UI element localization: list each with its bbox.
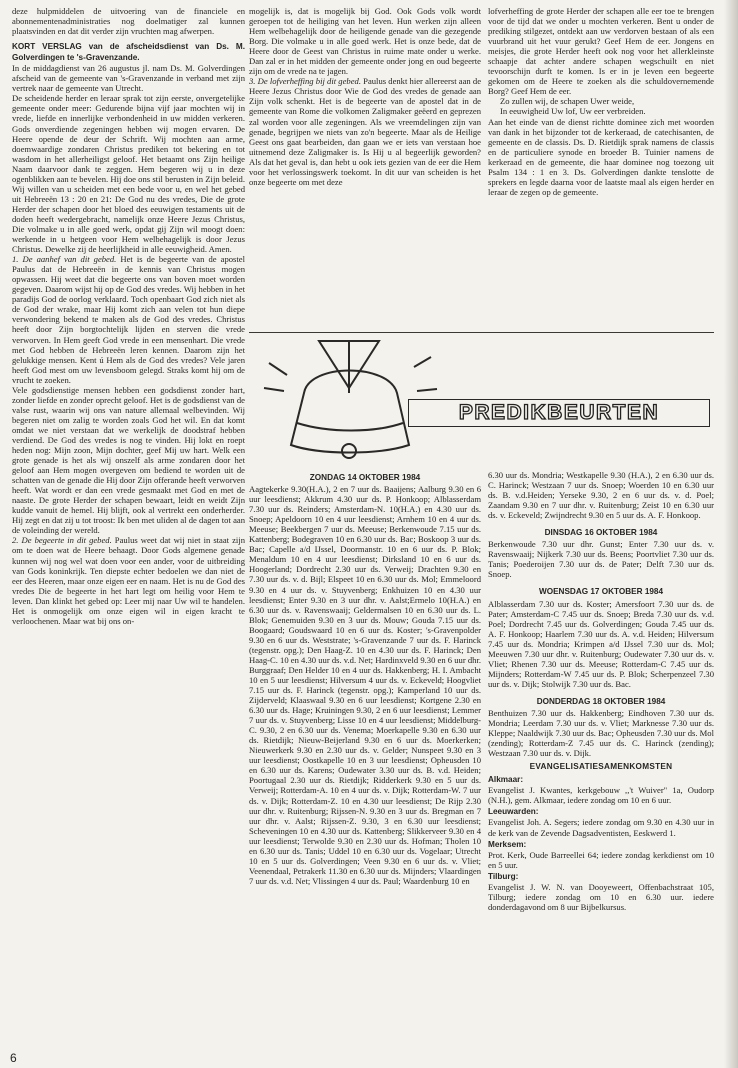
report-paragraph: Aan het einde van de dienst richtte dominee zich met woorden van dank in het bijzonder tot de kerkeraad, de catechisanten, de gemeente en de classis. Ds. D. Rietdijk sprak namens de classis en de particuliere synode en broeder B. Tuinier namens de kerkeraad en de gemeente, die haar dominee nog toezong uit Psalm 134 : 1 en 3. Ds. Golverdingen dankte tenslotte de sprekers en legde daarna voor de laatste maal als eigen herder en leraar de zegen op de gemeente. — [488, 116, 714, 197]
report-point-1: 1. De aanhef van dit gebed. Het is de begeerte van de apostel Paulus dat de Hebreeën in de kennis van Christus mogen opwassen. Hij weet dat die begeerte ons van boven moet worden gegeven. Daarom wijst hij op de God des vredes. Wij hebben in het paradijs God de oorlog verklaard. Toch openbaart God zich niet als de God der wrake, maar Hij komt zich aan velen tot hun diepe verwondering bekend te maken als de God des vredes. Christus heeft door Zijn borgtochtelijk lijden en sterven die vrede verworven. In Hem geeft God vrede in een mensenhart. Die vrede met God hebben de Hebreeën leren kennen. Daarom zijn het gelukkige mensen. Kent ú Hem als de God des vredes? Vele jaren heeft God mest om uw levensboom gelegd. Straks komt hij om de vrucht te zoeken. — [12, 254, 245, 385]
psalm-line-1: Zo zullen wij, de schapen Uwer weide, — [500, 96, 635, 107]
tuesday-heading: DINSDAG 16 OKTOBER 1984 — [544, 528, 658, 538]
report-paragraph: lofverheffing de grote Herder der schapen alle eer toe te brengen voor de tijd dat we onder u mochten verkeren. Bent u onder de prediking stilgezet, ontdekt aan uw verdorven bestaan of als een vuurbrand uit het vuur gerukt? Geef Hem de eer. Jongens en meisjes, die grote Herder heeft ook nog voor het allerkleinste schaapje dat achter andere schapen wegschuilt en niet tevoorschijn durft te komen. Is er in je leven een begeerte gekomen om de Heere te zoeken als die schuldovernemende Borg? Geef Hem de eer. — [488, 6, 714, 97]
column-middle-top — [249, 6, 481, 187]
evangelisation-place: Alkmaar: — [488, 775, 524, 785]
evangelisation-list — [488, 775, 714, 912]
sermon-schedule-left — [249, 470, 481, 886]
evangelisation-place: Merksem: — [488, 839, 527, 849]
sermon-schedule-right — [488, 470, 714, 912]
sunday-listing-continued: 6.30 uur ds. Mondria; Westkapelle 9.30 (H.A.), 2 en 6.30 uur ds. C. Harinck; Westzaan 7 uur ds. Snoep; Woerden 10 en 6.30 uur ds. B. v.d.Heiden; Yerseke 9.30, 2 en 6 uur ds. v. d. Poel; Zaandam 9.30 en 7 uur dhr. v. Ruitenburg; Zeist 10 en 6.30 uur ds. v. Eckeveld; Zwijndrecht 9.30 en 5 uur ds. A. F. Honkoop. — [488, 470, 714, 521]
thursday-listing: Benthuizen 7.30 uur ds. Hakkenberg; Eindhoven 7.30 uur ds. Mondria; Leerdam 7.30 uur ds. v. Vliet; Marknesse 7.30 uur ds. Kleppe; Naaldwijk 7.30 uur ds. Bac; Opheusden 7.30 uur ds. Mol (zending); Rotterdam-Z 7.45 uur ds. C. Harinck (zending); Westzaan 7.30 uur ds. v. Dijk. — [488, 707, 714, 759]
evangelisation-text: Evangelist J. W. N. van Dooyeweert, Offenbachstraat 105, Tilburg; iedere zondag om 10 en 6.30 uur. iedere donderdagavond om 8 uur Bijbelkursus. — [488, 881, 714, 912]
evangelisation-text: Prot. Kerk, Oude Barreellei 64; iedere zondag kerkdienst om 10 en 5 uur. — [488, 849, 714, 870]
psalm-line-2: In eeuwigheid Uw lof, Uw eer verbreiden. — [500, 106, 646, 117]
report-heading: KORT VERSLAG van de afscheidsdienst van Ds. M. Golverdingen te 's-Gravenzande. — [12, 42, 245, 63]
report-paragraph: mogelijk is, dat is mogelijk bij God. Ook Gods volk wordt geroepen tot de heiliging van het leven. Hun werken zijn alleen Hem welbehagelijk door de heiligende genade van die gezegende Borg. Die volmake u in alle goed werk. Het is onze bede, dat de Heere door de Geest van Christus in ruime mate onder u werke. Dan zal er in het midden der gemeente onder jong en oud begeerte zijn om de vrede na te jagen. — [249, 6, 481, 77]
report-paragraph: In de middagdienst van 26 augustus jl. nam Ds. M. Golverdingen afscheid van de gemeente van 's-Gravenzande in verband met zijn vertrek naar de gemeente van Utrecht. — [12, 63, 245, 94]
predikbeurten-title: PREDIKBEURTEN — [408, 399, 710, 427]
report-paragraph: Vele godsdienstige mensen hebben een godsdienst zonder hart, zonder liefde en zonder oprecht geloof. Het is de godsdienst van de valse rust, waarin wij ons van nature allemaal welbevinden. Wij begeren niet om zalig te worden zoals God het wil. En dat komt omdat we niet verstaan dat we werkelijk de doodstraf hebben verdiend. De God des vredes is nog te vinden. Hij lokt en roept heden nog: Mijn zoon, Mijn dochter, geef Mij uw hart. Welk een grote genade is het als wij onszelf als arme zondaren door het geloof aan Hem mogen overgeven om bediend te worden uit de schatten van de genade die Hij door Zijn offerande heeft verworven heeft. Wat wordt er dan een vrede gesmaakt met God en met de naaste. De grote Herder der schapen bewaart, leidt en weidt Zijn kudde vanuit de hemel. Hij blijft, ook al vertrekt een onderherder. Hij zegt en dat zij u tot troost: Ik ben met uliden al de dagen tot aan de voleinding der wereld. — [12, 384, 245, 536]
evangelisation-place: Leeuwarden: — [488, 807, 539, 817]
sunday-heading: ZONDAG 14 OKTOBER 1984 — [309, 473, 421, 482]
wednesday-heading: WOENSDAG 17 OKTOBER 1984 — [538, 587, 664, 597]
wednesday-listing: Alblasserdam 7.30 uur ds. Koster; Amersfoort 7.30 uur ds. de Pater; Amsterdam-C 7.45 uur ds. Snoep; Breda 7.30 uur ds. v.d. Poel; Dordrecht 7.45 uur ds. Golverdingen; Gouda 7.45 uur ds. A. F. Honkoop; Haarlem 7.30 uur ds. A. v.d. Heiden; Hilversum 7.45 uur ds. Mondria; Krimpen a/d IJssel 7.30 uur ds. Mol; Meeuwen 7.30 uur dhr. v. Ruitenburg; Oudewater 7.30 uur ds. v. Vliet; Rhenen 7.30 uur ds. Meeuse; Rotterdam-C 7.45 uur ds. Mijnders; Rotterdam-W 7.45 uur ds. P. Blok; Scherpenzeel 7.30 uur ds. v. Dijk; Stolwijk 7.30 uur ds. Bac. — [488, 598, 714, 689]
evangelisation-heading: EVANGELISATIESAMENKOMSTEN — [529, 762, 673, 772]
evangelisation-text: Evangelist J. Kwantes, kerkgebouw ,,'t Wuiver" 1a, Oudorp (N.H.), gem. Alkmaar, iedere zondag om 10 en 6 uur. — [488, 785, 714, 806]
tuesday-listing: Berkenwoude 7.30 uur dhr. Gunst; Enter 7.30 uur ds. v. Ravenswaaij; Nijkerk 7.30 uur ds. Beens; Poortvliet 7.30 uur ds. Tanis; Poederoijen 7.30 uur ds. de Pater; Delft 7.30 uur ds. Snoep. — [488, 539, 714, 580]
bell-illustration — [249, 333, 714, 461]
report-paragraph: De scheidende herder en leraar sprak tot zijn eerste, onvergetelijke gemeente onder meer: Gedurende bijna vijf jaar mochten wij in vrede, liefde en innerlijke verbondenheid in uw midden verkeren. Gods onverdiende zegeningen hebben wij mogen ervaren. De Heere opende de deur der Schrift. Wij mochten aan arme, doemwaardige zondaren Christus prediken tot bekering en tot wasdom in het allerheiligst geloof. Het betaamt ons Zijn heilige Naam daarvoor dank te zeggen. Hem begeren wij u in deze ogenblikken aan te bevelen. Hij doe ons stil berusten in Zijn beleid. Wij willen van u scheiden met een bede voor u, en wel het gebed uit Hebreeën 13 : 20 en 21: De God nu des vredes, Die de grote Herder der schapen door het bloed des eeuwigen testaments uit de doden heeft wedergebracht, namelijk onze Heere Jezus Christus, Die volmake u in alle goed werk, opdat gij Zijn wil moogt doen: werkende in u hetgeen voor Hem welbehagelijk is door Jezus Christus. Dewelke zij de heerlijkheid in alle eeuwigheid. Amen. — [12, 93, 245, 255]
page-edge-shadow — [724, 0, 738, 1068]
evangelisation-text: Evangelist Joh. A. Segers; iedere zondag om 9.30 en 4.30 uur in de kerk van de Zevende Dagsadventisten, Eeskwerd 1. — [488, 817, 714, 838]
column-right-top — [488, 6, 714, 197]
column-left — [12, 6, 245, 626]
page-number: 6 — [10, 1051, 17, 1065]
evangelisation-place: Tilburg: — [488, 871, 519, 881]
report-point-3: 3. De lofverheffing bij dit gebed. Paulus denkt hier allereerst aan de Heere Jezus Christus door Wie de God des vredes de genade aan Zijn volk schenkt. Het is de begeerte van de apostel dat in de gemeente van Rome die volkomen Zaligmaker geëerd en geprezen zal worden voor alle zegeningen. Als we vreemdelingen zijn van genade, begrijpen we niets van zo'n begeerte. Maar als de Heilige Geest ons gaat bearbeiden, dan gaan we er iets van verstaan hoe uitnemend deze Zaligmaker is. Is Hij u al begeerlijk geworden? Als dat het geval is, dan hebt u ook iets gezien van de eer die Hem voor het verlossingswerk toekomt. In dit uur van scheiden is het onze begeerte om met deze — [249, 76, 482, 187]
thursday-heading: DONDERDAG 18 OKTOBER 1984 — [536, 696, 666, 706]
sunday-listing: Aagtekerke 9.30(H.A.), 2 en 7 uur ds. Baaijens; Aalburg 9.30 en 6 uur leesdienst; Akkrum 4.30 uur ds. P. Honkoop; Alblasserdam 7.30 uur ds. Reinders; Amsterdam-N. 10(H.A.) en 4.30 uur ds. Snoep; Apeldoorn 10 en 4 uur leesdienst; Arnhem 10 en 4 uur ds. Meeuse; Beekbergen 7 uur ds. Meeuse; Berkenwoude 7.15 uur ds. Kattenberg; Bodegraven 10 en 6.30 uur ds. Bac; Boskoop 3 uur ds. Bac; Capelle a/d IJssel, Doormanstr. 10 en 6 uur ds. P. Blok; Menaldum 10 en 4 uur leesdienst; Dirksland 10 en 6 uur ds. Hoogerland; Dordrecht 2.30 uur ds. Verweij; Drachten 9.30 en 7.30 uur ds. v. d. Bijl; Elspeet 10 en 6.30 uur ds. Mol; Emmeloord 9.30 en 4 uur ds. v. Stuyvenberg; Enkhuizen 10 en 4.30 uur leesdienst; Enter 9.30 en 3 uur dhr. v. Aalst;Ermelo 10(H.A.) en 6.30 uur ds. v. Ravenswaaij; Geldermalsen 10 en 6.30 uur ds. L. Blok; Genemuiden 9.30 en 3 uur ds. Mouw; Gouda 7.15 uur ds. Boogaard; Goudswaard 10 en 6 uur ds. Koster; 's-Gravenpolder 9.30 en 6 uur ds. Weststrate; 's-Gravenzande 7 uur ds. F. Harinck (tegenstr. opg.); Den Haag-Z. 10 en 4.30 uur ds. F. Harinck; Den Haag-C. 10 en 4.30 uur ds. v.d. Net; Hardinxveld 9.30 en 6 uur dhr. Burggraaf; Den Helder 10 en 4 uur ds. Hakkenberg; H. I. Ambacht 10 en 5 uur leesdienst; Hilversum 4 uur ds. v. Eckeveld; Hoogvliet 7.15 uur ds. F. Harinck (tegenstr. opg.); Kamperland 10 uur ds. Zijderveld; Klaaswaal 9.30 en 6 uur leesdienst; Kortgene 2.30 en 6.30 uur ds. Hage; Kruiningen 9.30, 2 en 6 uur leesdienst; Lemmer 7 uur ds. v. Stuyvenberg; Lisse 10 en 4 uur leesdienst; Middelburg-C. 9.30, 2 en 6.30 uur ds. Venema; Moerkapelle 9.30 en 6.30 uur ds. Rietdijk; Nieuw-Beijerland 9.30 en 6 uur ds. Moerkerken; Nieuwerkerk 9.30 en 2.30 uur ds. v. Gelder; Nunspeet 9.30 en 3 uur leesdienst; Oostkapelle 10 en 3 uur leesdienst; Opheusden 10 en 6.30 uur ds. Karens; Oudewater 3.30 uur ds. B. v.d. Heiden; Poortugaal 2.30 uur ds. Rietdijk; Ridderkerk 9.30 en 5 uur ds. Verweij; Rotterdam-A. 10 en 4 uur ds. v. Dijk; Rotterdam-W. 7 uur ds. v. Dijk; Rotterdam-Z. 10 en 4.30 uur leesdienst; De Rijp 2.30 uur dhr. v. Ruitenburg; Rijssen-N. 9.30 en 3 uur ds. Bregman en 7 uur dhr. v. Aalst; Rijssen-Z. 9.30, 3 en 6.30 uur leesdienst; Scheveningen 10 en 4.30 uur ds. Kattenberg; Slikkerveer 9.30 en 4 uur leesdienst; Terwolde 9.30 en 2.30 uur ds. Hofman; Tholen 10 en 6.30 uur ds. Tanis; Uddel 10 en 6.30 uur ds. Vogelaar; Utrecht 10 en 5 uur ds. Golverdingen; Veen 9.30 en 6 uur ds. v. Vliet; Veenendaal, Petrakerk 11.30 en 6.30 uur ds. Mijnders; Vlaardingen 7 uur ds. v.d. Net; Vlissingen 4 uur ds. Paul; Waardenburg 10 en — [249, 484, 481, 886]
report-point-2: 2. De begeerte in dit gebed. Paulus weet dat wij niet in staat zijn om te doen wat de Heere behaagt. Door Gods algemene genade kunnen wij nog wel wat doen voor een ander, voor de uitbreiding van Gods koninkrijk. Ten diepste echter bedoelen we dan niet de eer des Heeren, maar onze eigen eer en naam. Het is nu de God des vredes Die de begeerte in het hart legt om heilig voor Hem te leven. Dan klinkt het gebed op: Leer mij naar Uw wil te handelen. Het is onmogelijk om onze eigen wil in eigen kracht te verloochenen. Maar wat bij ons on- — [12, 535, 246, 626]
intro-paragraph: deze hulpmiddelen de uitvoering van de financiele en abonnementenadministraties nog doelmatiger zal kunnen plaatsvinden en dat dit verder zijn vruchten mag afwerpen. — [12, 6, 245, 37]
